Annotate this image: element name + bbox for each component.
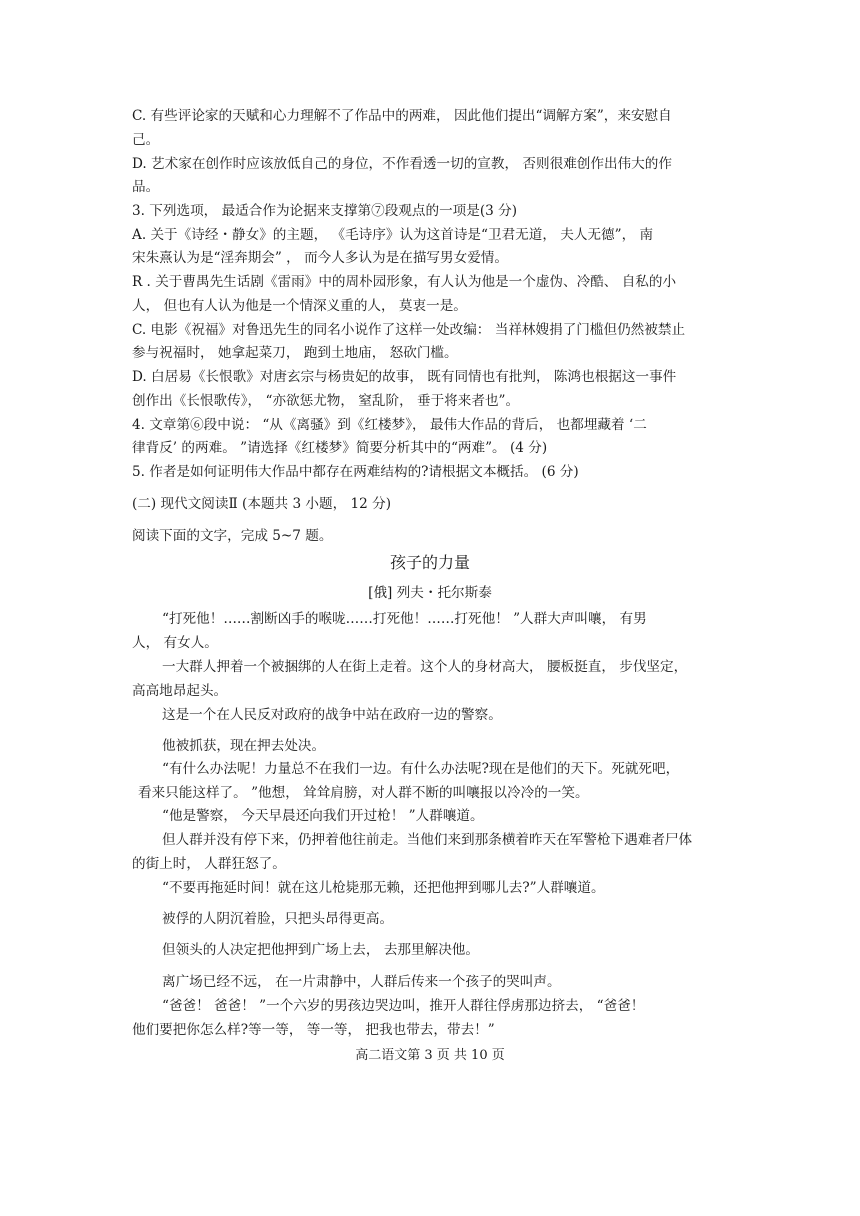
text-line: D. 艺术家在创作时应该放低自己的身位，不作看透一切的宣教， 否则很难创作出伟大的作 (132, 156, 672, 172)
text-line: 己。 (132, 132, 160, 148)
text-line: 品。 (132, 179, 160, 195)
option-b: R . 关于曹禺先生话剧《雷雨》中的周朴园形象，有人认为他是一个虚伪、冷酷、 自私的小 (132, 274, 677, 290)
story-line: 这是一个在人民反对政府的战争中站在政府一边的警察。 (162, 707, 502, 723)
text-line: 人， 但也有人认为他是一个情深义重的人， 莫衷一是。 (132, 298, 467, 314)
text-line: 宋朱熹认为是“淫奔期会” ， 而今人多认为是在描写男女爱情。 (132, 250, 508, 266)
option-a: A. 关于《诗经・静女》的主题， 《毛诗序》认为这首诗是“卫君无道， 夫人无德”， 南 (132, 227, 654, 243)
story-line: “不要再拖延时间！就在这儿枪毙那无赖，还把他押到哪儿去?”人群嚷道。 (162, 880, 605, 896)
story-line: “有什么办法呢！力量总不在我们一边。有什么办法呢?现在是他们的天下。死就死吧， (162, 761, 680, 777)
story-title: 孩子的力量 (389, 553, 470, 572)
story-line: 离广场已经不远， 在一片肃静中，人群后传来一个孩子的哭叫声。 (162, 974, 561, 990)
question-3: 3. 下列选项， 最适合作为论据来支撑第⑦段观点的一项是(3 分) (132, 203, 518, 219)
story-line: “爸爸！ 爸爸！ ”一个六岁的男孩边哭边叫，推开人群往俘虏那边挤去， “爸爸！ (162, 998, 645, 1014)
story-line: 但人群并没有停下来，仍押着他往前走。当他们来到那条横着昨天在军警枪下遇难者尸体 (162, 832, 693, 848)
story-line: 一大群人押着一个被捆绑的人在街上走着。这个人的身材高大， 腰板挺直， 步伐坚定， (162, 659, 688, 675)
page-footer: 高二语文第 3 页 共 10 页 (355, 1048, 505, 1063)
story-line: 人， 有女人。 (132, 635, 218, 651)
story-line: 他们要把你怎么样?等一等， 等一等， 把我也带去，带去！” (132, 1022, 495, 1038)
option-c: C. 电影《祝福》对鲁迅先生的同名小说作了这样一处改编： 当祥林嫂捐了门槛但仍然被禁止 (132, 322, 686, 338)
text-line: 律背反’ 的两难。 ”请选择《红楼梦》简要分析其中的“两难”。 (4 分) (132, 440, 548, 456)
instruction: 阅读下面的文字，完成 5~7 题。 (132, 528, 333, 544)
story-line: 但领头的人决定把他押到广场上去， 去那里解决他。 (162, 942, 479, 958)
story-line: 被俘的人阴沉着脸，只把头昂得更高。 (162, 911, 394, 927)
story-line: 的街上时， 人群狂怒了。 (132, 856, 286, 872)
section-header: (二) 现代文阅读Ⅱ (本题共 3 小题， 12 分) (132, 496, 392, 512)
text-line: C. 有些评论家的天赋和心力理解不了作品中的两难， 因此他们提出“调解方案”，来安慰自 (132, 108, 672, 124)
text-line: 创作出《长恨歌传》， “亦欲惩尤物， 窒乱阶， 垂于将来者也”。 (132, 393, 520, 409)
text-line: 参与祝福时， 她拿起菜刀， 跑到土地庙， 怒砍门槛。 (132, 345, 458, 361)
story-line: 他被抓获，现在押去处决。 (162, 738, 326, 754)
question-4: 4. 文章第⑥段中说： “从《离骚》到《红楼梦》， 最伟大作品的背后， 也都埋藏着 ‘二 (132, 417, 647, 433)
story-author: [俄] 列夫・托尔斯泰 (368, 585, 492, 601)
story-line: “他是警察， 今天早晨还向我们开过枪！ ”人群嚷道。 (162, 808, 484, 824)
story-line: 高高地昂起头。 (132, 683, 228, 699)
story-line: 看来只能这样了。 ”他想， 耸耸肩膀，对人群不断的叫嚷报以冷冷的一笑。 (138, 785, 589, 801)
option-d: D. 白居易《长恨歌》对唐玄宗与杨贵妃的故事， 既有同情也有批判， 陈鸿也根据这一事件 (132, 369, 677, 385)
question-5: 5. 作者是如何证明伟大作品中都存在两难结构的?请根据文本概括。 (6 分) (132, 464, 579, 480)
story-line: “打死他！……割断凶手的喉咙……打死他！……打死他！ ”人群大声叫嚷， 有男 (162, 611, 647, 627)
